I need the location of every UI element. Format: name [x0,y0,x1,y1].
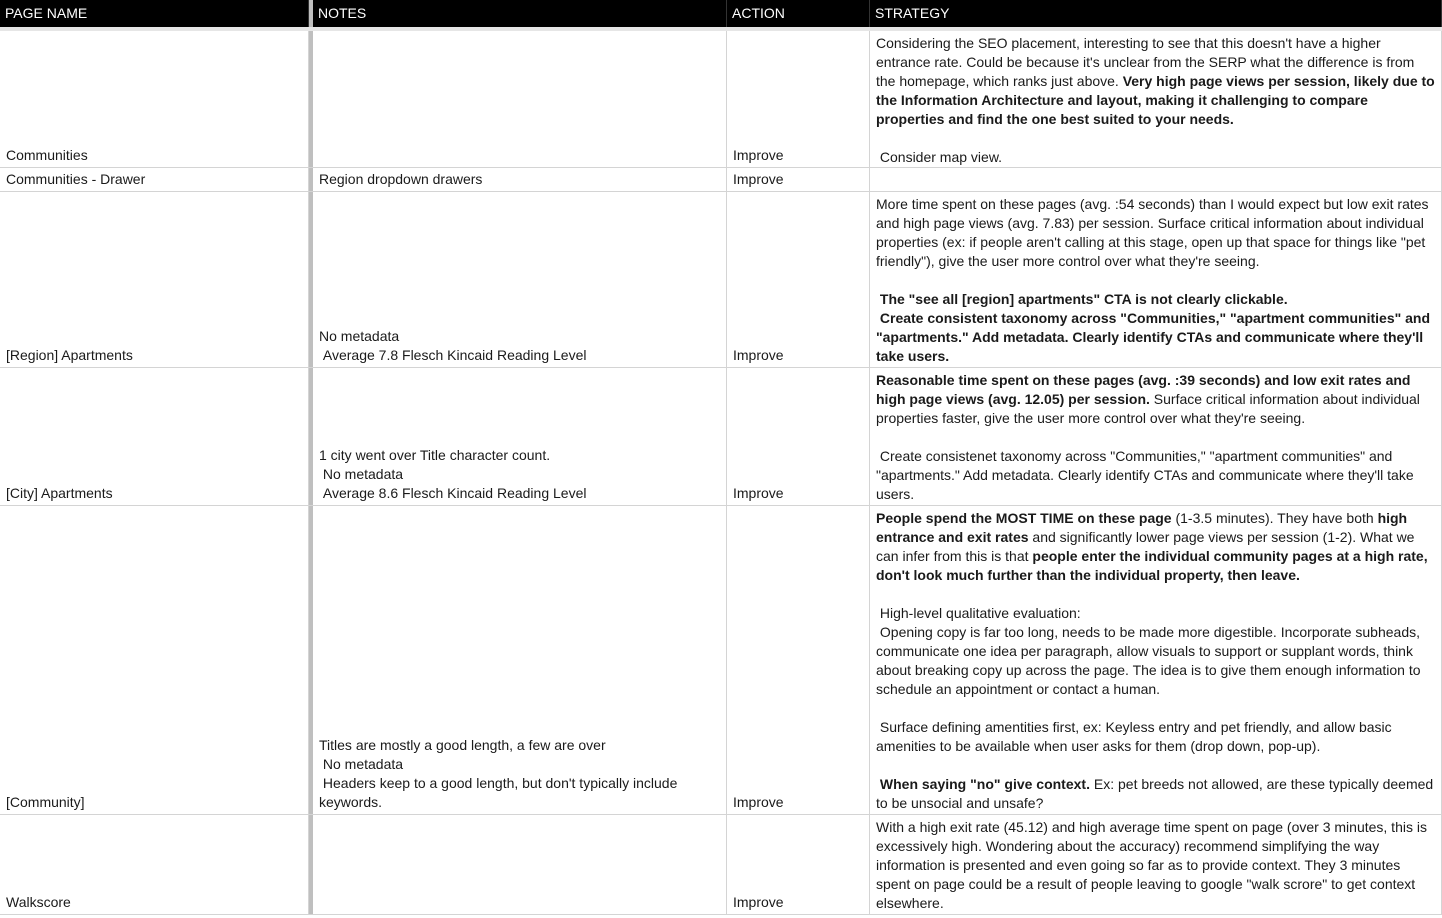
cell-strategy[interactable]: People spend the MOST TIME on these page (1-3.5 minutes). They have both high entrance and exit rates and significantly lower page views per session (1-2). What we can infer from this is that people enter the individual community pages at a high rate, don't look much further than the individual property, then leave. High-level qualitative evaluation: Opening copy is far too long, needs to be made more digestible. Incorporate subheads, communicate one idea per paragraph, allow visuals to support or supplant words, think about breaking copy up across the page. The idea is to give them enough information to schedule an appointment or contact a human. Surface defining amentities first, ex: Keyless entry and pet friendly, and allow basic amenities to be available when user asks for them (drop down, pop-up). When saying "no" give context. Ex: pet breeds not allowed, are these typically deemed to be unsocial and unsafe? [870,506,1442,814]
cell-strategy[interactable] [870,168,1442,191]
table-row [0,168,1442,192]
table-row [0,506,1442,815]
cell-strategy[interactable]: Reasonable time spent on these pages (avg. :39 seconds) and low exit rates and high page views (avg. 12.05) per session. Surface critical information about individual properties faster, give the user more control over what they're seeing. Create consistenet taxonomy across "Communities," "apartment communities" and "apartments." Add metadata. Clearly identify CTAs and communicate where they'll take users. [870,368,1442,505]
header-row [0,0,1442,28]
header-strategy[interactable]: STRATEGY [870,0,1442,27]
cell-action[interactable]: Improve [727,168,870,191]
cell-page-name[interactable]: [Region] Apartments [0,192,309,367]
cell-strategy[interactable]: Considering the SEO placement, interesting to see that this doesn't have a higher entrance rate. Could be because it's unclear from the SERP what the difference is from the homepage, which ranks just above. Very high page views per session, likely due to the Information Architecture and layout, making it challenging to compare properties and find the one best suited to your needs. Consider map view. [870,31,1442,167]
cell-page-name[interactable]: [Community] [0,506,309,814]
cell-notes[interactable]: Region dropdown drawers [313,168,727,191]
cell-strategy[interactable]: With a high exit rate (45.12) and high average time spent on page (over 3 minutes, this is excessively high. Wondering about the accuracy) recommend simplifying the way information is presented and even going so far as to provide context. They 3 minutes spent on page could be a result of people leaving to google "walk scrore" to get context elsewhere. [870,815,1442,914]
cell-action[interactable]: Improve [727,368,870,505]
header-notes[interactable]: NOTES [313,0,727,27]
header-action[interactable]: ACTION [727,0,870,27]
table-row [0,368,1442,506]
table-row [0,31,1442,168]
table-row [0,192,1442,368]
cell-notes[interactable] [313,815,727,914]
table-row [0,815,1442,915]
cell-page-name[interactable]: Walkscore [0,815,309,914]
cell-page-name[interactable]: [City] Apartments [0,368,309,505]
cell-notes[interactable]: No metadata Average 7.8 Flesch Kincaid Reading Level [313,192,727,367]
header-page-name[interactable]: PAGE NAME [0,0,309,27]
cell-notes[interactable]: 1 city went over Title character count. No metadata Average 8.6 Flesch Kincaid Reading Level [313,368,727,505]
cell-action[interactable]: Improve [727,31,870,167]
cell-action[interactable]: Improve [727,506,870,814]
cell-page-name[interactable]: Communities [0,31,309,167]
cell-action[interactable]: Improve [727,192,870,367]
cell-strategy[interactable]: More time spent on these pages (avg. :54 seconds) than I would expect but low exit rates and high page views (avg. 7.83) per session. Surface critical information about individual properties (ex: if people aren't calling at this stage, open up that space for things like "pet friendly"), give the user more control over what they're seeing. The "see all [region] apartments" CTA is not clearly clickable. Create consistent taxonomy across "Communities," "apartment communities" and "apartments." Add metadata. Clearly identify CTAs and communicate where they'll take users. [870,192,1442,367]
cell-action[interactable]: Improve [727,815,870,914]
cell-notes[interactable]: Titles are mostly a good length, a few are over No metadata Headers keep to a good length, but don't typically include keywords. [313,506,727,814]
cell-notes[interactable] [313,31,727,167]
cell-page-name[interactable]: Communities - Drawer [0,168,309,191]
